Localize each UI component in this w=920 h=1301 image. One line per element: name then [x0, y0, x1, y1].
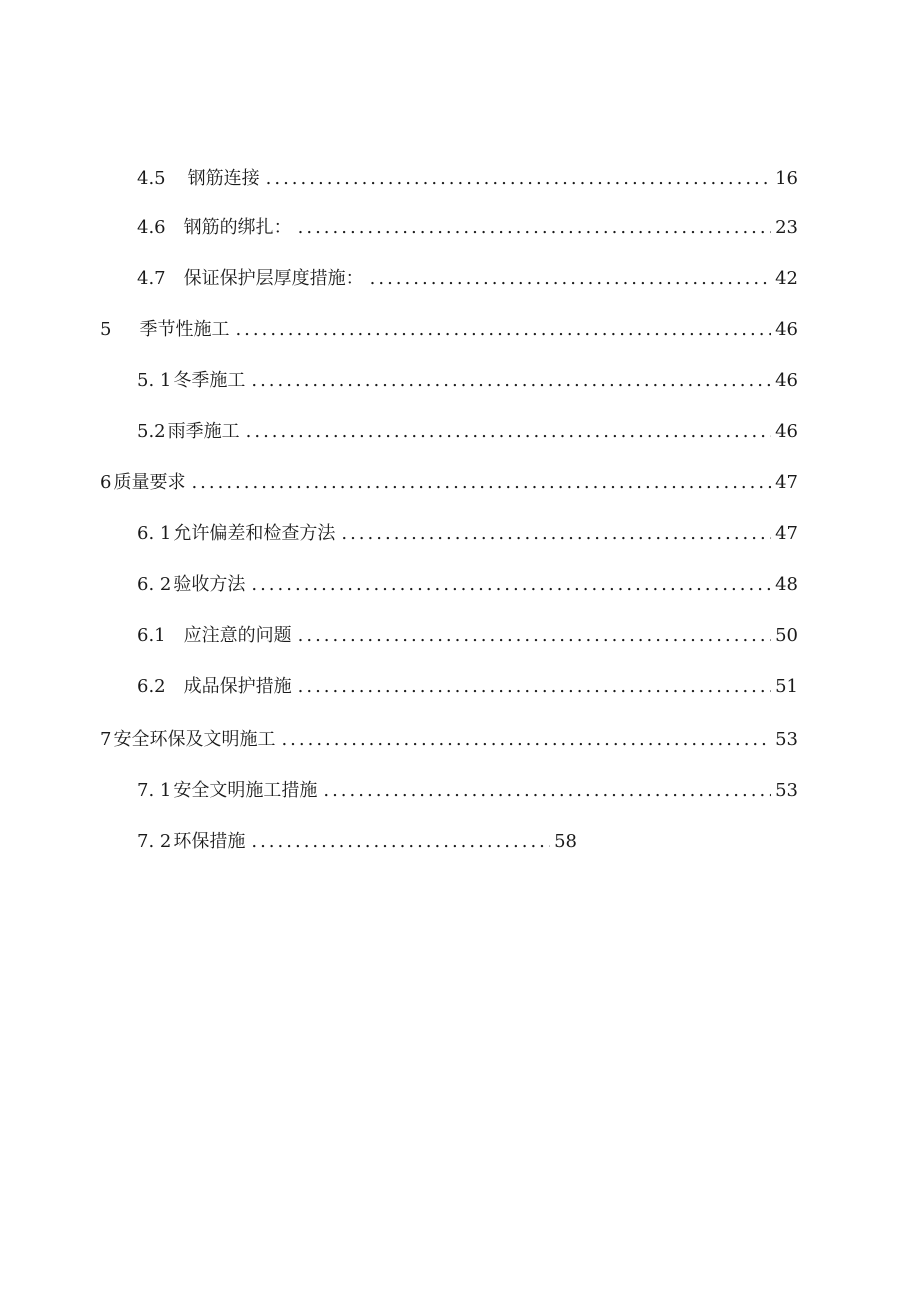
- toc-number: 4.7: [137, 268, 166, 289]
- toc-title: 钢筋的绑扎：: [183, 217, 292, 238]
- toc-title: 冬季施工: [173, 370, 246, 391]
- toc-page-number: 42: [775, 268, 798, 289]
- toc-leader-dots: [251, 828, 550, 856]
- toc-number: 6: [100, 472, 112, 493]
- toc-page-number: 16: [775, 168, 798, 189]
- toc-title: 环保措施: [173, 831, 246, 852]
- toc-number: 6.2: [137, 676, 166, 697]
- toc-entry[interactable]: [137, 418, 798, 446]
- toc-number: 7. 1: [137, 780, 172, 801]
- toc-page-number: 53: [775, 780, 798, 801]
- toc-entry[interactable]: [137, 777, 798, 805]
- toc-entry[interactable]: [137, 165, 798, 193]
- toc-number: 5.2: [137, 421, 166, 442]
- toc-title: 应注意的问题: [183, 625, 292, 646]
- toc-number: 7. 2: [137, 831, 172, 852]
- toc-page-number: 58: [554, 831, 577, 852]
- toc-entry[interactable]: [137, 520, 798, 548]
- toc-page-number: 48: [775, 574, 798, 595]
- toc-leader-dots: [266, 165, 771, 193]
- toc-entry[interactable]: [137, 622, 798, 650]
- toc-entry[interactable]: [137, 571, 798, 599]
- toc-title: 季节性施工: [139, 319, 230, 340]
- toc-entry[interactable]: [137, 673, 798, 701]
- toc-number: 6. 1: [137, 523, 172, 544]
- toc-number: 4.5: [137, 168, 166, 189]
- toc-entry[interactable]: [137, 828, 577, 856]
- toc-entry[interactable]: [137, 367, 798, 395]
- toc-leader-dots: [251, 571, 771, 599]
- toc-page-number: 23: [775, 217, 798, 238]
- toc-leader-dots: [341, 520, 771, 548]
- toc-leader-dots: [281, 726, 771, 754]
- toc-leader-dots: [191, 469, 771, 497]
- toc-page-number: 46: [775, 319, 798, 340]
- toc-title: 保证保护层厚度措施：: [183, 268, 364, 289]
- toc-number: 4.6: [137, 217, 166, 238]
- toc-page-number: 53: [775, 729, 798, 750]
- toc-page-number: 47: [775, 523, 798, 544]
- toc-page-number: 50: [775, 625, 798, 646]
- toc-page-number: 46: [775, 370, 798, 391]
- toc-leader-dots: [298, 622, 771, 650]
- toc-page-number: 51: [775, 676, 798, 697]
- toc-title: 安全环保及文明施工: [113, 729, 276, 750]
- toc-title: 雨季施工: [167, 421, 240, 442]
- toc-entry[interactable]: [137, 214, 798, 242]
- toc-leader-dots: [246, 418, 771, 446]
- toc-title: 钢筋连接: [187, 168, 260, 189]
- toc-leader-dots: [235, 316, 771, 344]
- toc-page-number: 47: [775, 472, 798, 493]
- toc-title: 成品保护措施: [183, 676, 292, 697]
- toc-leader-dots: [251, 367, 771, 395]
- toc-number: 6.1: [137, 625, 166, 646]
- toc-number: 7: [100, 729, 112, 750]
- toc-entry[interactable]: [100, 316, 798, 344]
- toc-title: 允许偏差和检查方法: [173, 523, 336, 544]
- toc-number: 5: [100, 319, 112, 340]
- toc-entry[interactable]: [100, 469, 798, 497]
- toc-leader-dots: [298, 214, 771, 242]
- toc-entry[interactable]: [100, 726, 798, 754]
- toc-title: 验收方法: [173, 574, 246, 595]
- toc-entry[interactable]: [137, 265, 798, 293]
- toc-title: 安全文明施工措施: [173, 780, 318, 801]
- toc-title: 质量要求: [113, 472, 186, 493]
- toc-number: 6. 2: [137, 574, 172, 595]
- toc-leader-dots: [323, 777, 771, 805]
- toc-leader-dots: [298, 673, 771, 701]
- toc-number: 5. 1: [137, 370, 172, 391]
- toc-page-number: 46: [775, 421, 798, 442]
- toc-leader-dots: [370, 265, 771, 293]
